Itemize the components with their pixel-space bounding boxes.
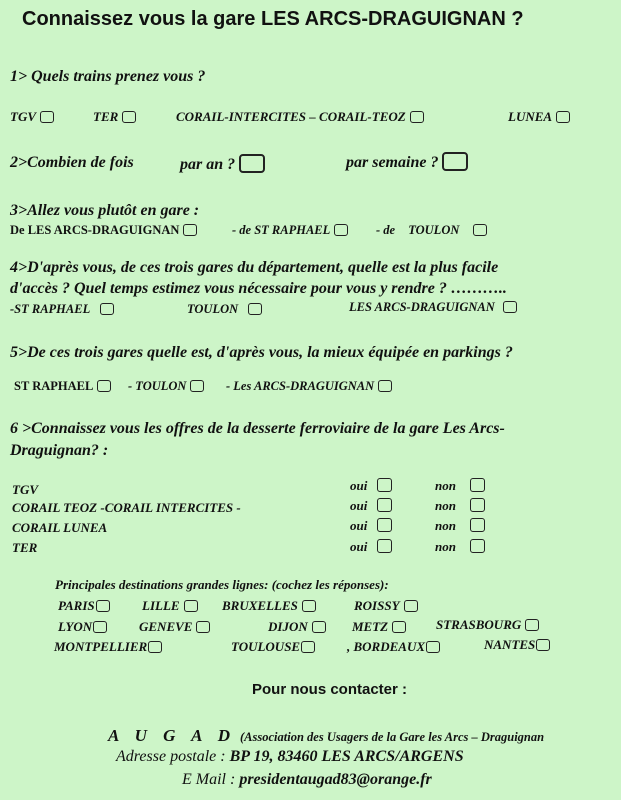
question-2: 2>Combien de fois [10, 154, 134, 171]
checkbox-destination-roissy[interactable] [404, 600, 418, 612]
q6-row-label-corail-teoz: CORAIL TEOZ -CORAIL INTERCITES - [12, 500, 241, 515]
association-full-name: (Association des Usagers de la Gare les Arcs – Draguignan [240, 730, 545, 744]
question-3: 3>Allez vous plutôt en gare : [10, 202, 200, 219]
q6-no-ter: non [435, 539, 487, 555]
q1-option-lunea: LUNEA [508, 109, 572, 125]
destination-toulouse: TOULOUSE [231, 639, 317, 655]
question-6-line-1: 6 >Connaissez vous les offres de la desserte ferroviaire de la gare Les Arcs- [10, 420, 505, 437]
checkbox-q6-ter-oui[interactable] [377, 539, 392, 553]
q6-yes-ter: oui [350, 539, 394, 555]
input-box-per-year[interactable] [239, 154, 265, 173]
checkbox-destination-strasbourg[interactable] [525, 619, 539, 631]
question-4-line-2: d'accès ? Quel temps estimez vous nécessaire pour vous y rendre ? ……….. [10, 280, 507, 297]
destination-nantes: NANTES [484, 637, 552, 653]
q6-no-corail-teoz: non [435, 498, 487, 514]
q4-option-toulon: TOULON [187, 302, 264, 317]
checkbox-q6-corail-teoz-oui[interactable] [377, 498, 392, 512]
q3-option-les-arcs: De LES ARCS-DRAGUIGNAN [10, 223, 199, 238]
input-box-per-week[interactable] [442, 152, 468, 171]
q6-row-label-ter: TER [12, 540, 38, 555]
destination-roissy: ROISSY [354, 598, 420, 614]
checkbox-q3-toulon[interactable] [473, 224, 487, 236]
q5-option-st-raphael: ST RAPHAEL [14, 379, 113, 394]
question-6-line-2: Draguignan? : [10, 442, 109, 459]
checkbox-destination-lyon[interactable] [93, 621, 107, 633]
page-title: Connaissez vous la gare LES ARCS-DRAGUIGNAN ? [22, 8, 524, 30]
q3-option-st-raphael: - de ST RAPHAEL [232, 223, 350, 238]
destination-bordeaux: , BORDEAUX [347, 639, 442, 655]
checkbox-q6-tgv-oui[interactable] [377, 478, 392, 492]
q1-option-tgv: TGV [10, 109, 56, 125]
email-link[interactable]: presidentaugad83@orange.fr [239, 771, 432, 788]
destination-lyon: LYON [58, 619, 109, 635]
question-4-line-1: 4>D'après vous, de ces trois gares du département, quelle est la plus facile [10, 259, 499, 276]
checkbox-destination-nantes[interactable] [536, 639, 550, 651]
q6-no-corail-lunea: non [435, 518, 487, 534]
checkbox-q1-lunea[interactable] [556, 111, 570, 123]
association-acronym: A U G A D [108, 726, 237, 745]
checkbox-q3-st-raphael[interactable] [334, 224, 348, 236]
checkbox-destination-dijon[interactable] [312, 621, 326, 633]
destination-metz: METZ [352, 619, 408, 635]
checkbox-q1-tgv[interactable] [40, 111, 54, 123]
destination-paris: PARIS [58, 598, 112, 614]
checkbox-q1-corail[interactable] [410, 111, 424, 123]
checkbox-q3-les-arcs[interactable] [183, 224, 197, 236]
destination-geneve: GENEVE [139, 619, 212, 635]
checkbox-destination-montpellier[interactable] [148, 641, 162, 653]
checkbox-q6-corail-teoz-non[interactable] [470, 498, 485, 512]
checkbox-destination-paris[interactable] [96, 600, 110, 612]
destination-lille: LILLE [142, 598, 200, 614]
checkbox-q5-toulon[interactable] [190, 380, 204, 392]
association-line [108, 726, 544, 746]
question-1: 1> Quels trains prenez vous ? [10, 68, 206, 85]
checkbox-destination-bruxelles[interactable] [302, 600, 316, 612]
q6-row-label-corail-lunea: CORAIL LUNEA [12, 520, 108, 535]
checkbox-q6-ter-non[interactable] [470, 539, 485, 553]
q5-option-les-arcs: - Les ARCS-DRAGUIGNAN [226, 379, 394, 394]
q6-no-tgv: non [435, 478, 487, 494]
q6-yes-corail-lunea: oui [350, 518, 394, 534]
q4-option-st-raphael: -ST RAPHAEL [10, 302, 116, 317]
checkbox-destination-lille[interactable] [184, 600, 198, 612]
destination-montpellier: MONTPELLIER [54, 639, 164, 655]
checkbox-destination-geneve[interactable] [196, 621, 210, 633]
contact-heading: Pour nous contacter : [252, 681, 408, 698]
checkbox-q6-tgv-non[interactable] [470, 478, 485, 492]
q3-option-toulon: - de TOULON [376, 223, 489, 238]
checkbox-q5-les-arcs[interactable] [378, 380, 392, 392]
q4-option-les-arcs: LES ARCS-DRAGUIGNAN [349, 300, 519, 315]
checkbox-q6-corail-lunea-non[interactable] [470, 518, 485, 532]
q1-option-corail: CORAIL-INTERCITES – CORAIL-TEOZ [176, 109, 426, 125]
checkbox-destination-bordeaux[interactable] [426, 641, 440, 653]
question-5: 5>De ces trois gares quelle est, d'après vous, la mieux équipée en parkings ? [10, 344, 513, 361]
checkbox-q4-toulon[interactable] [248, 303, 262, 315]
email-line: E Mail : presidentaugad83@orange.fr [182, 771, 432, 788]
destination-dijon: DIJON [268, 619, 328, 635]
checkbox-q5-st-raphael[interactable] [97, 380, 111, 392]
postal-address: Adresse postale : BP 19, 83460 LES ARCS/ARGENS [116, 748, 464, 765]
destinations-heading: Principales destinations grandes lignes: (cochez les réponses): [55, 577, 389, 592]
checkbox-q4-st-raphael[interactable] [100, 303, 114, 315]
destination-strasbourg: STRASBOURG [436, 617, 541, 633]
q2-per-year: par an ? [180, 154, 267, 174]
q6-yes-tgv: oui [350, 478, 394, 494]
q1-option-ter: TER [93, 109, 138, 125]
checkbox-destination-toulouse[interactable] [301, 641, 315, 653]
checkbox-destination-metz[interactable] [392, 621, 406, 633]
q2-per-week: par semaine ? [346, 152, 470, 172]
checkbox-q4-les-arcs[interactable] [503, 301, 517, 313]
q6-yes-corail-teoz: oui [350, 498, 394, 514]
checkbox-q1-ter[interactable] [122, 111, 136, 123]
checkbox-q6-corail-lunea-oui[interactable] [377, 518, 392, 532]
q5-option-toulon: - TOULON [128, 379, 206, 394]
destination-bruxelles: BRUXELLES [222, 598, 318, 614]
q6-row-label-tgv: TGV [12, 482, 38, 497]
